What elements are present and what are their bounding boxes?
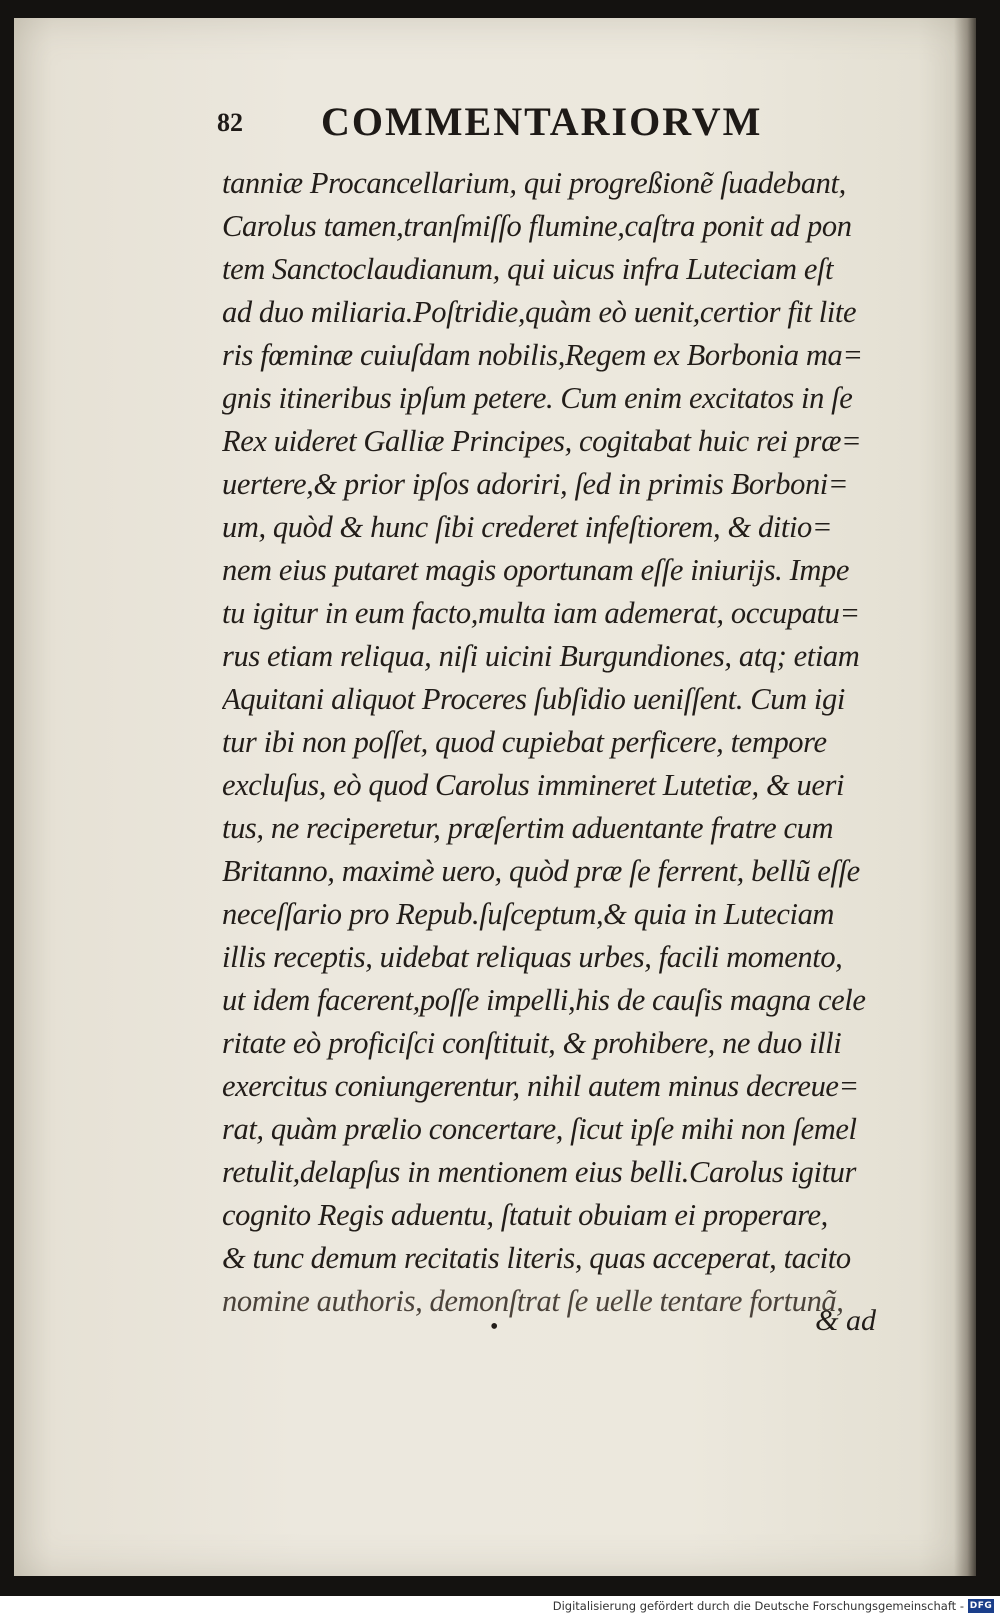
text-line: illis receptis, uidebat reliquas urbes, facili momento, (222, 940, 843, 974)
text-line: ris fœminæ cuiuſdam nobilis,Regem ex Borbonia ma= (222, 338, 863, 372)
catchword-row (222, 1296, 908, 1346)
text-line: Britanno, maximè uero, quòd præ ſe ferrent, bellũ eſſe (222, 854, 860, 888)
text-line: Rex uideret Galliæ Principes, cogitabat huic rei præ= (222, 424, 862, 458)
text-line: Aquitani aliquot Proceres ſubſidio ueniſſent. Cum igi (222, 682, 845, 716)
text-line: nem eius putaret magis oportunam eſſe iniurijs. Impe (222, 553, 849, 587)
text-line: cognito Regis aduentu, ſtatuit obuiam ei properare, (222, 1198, 828, 1232)
text-line: tanniæ Procancellarium, qui progreßionẽ ſuadebant, (222, 166, 846, 200)
text-line: neceſſario pro Repub.ſuſceptum,& quia in Luteciam (222, 897, 835, 931)
text-line: tur ibi non poſſet, quod cupiebat perficere, tempore (222, 725, 827, 759)
dfg-logo-icon: DFG (969, 1601, 993, 1611)
text-line: tu igitur in eum facto,multa iam ademerat, occupatu= (222, 596, 860, 630)
text-line: uertere,& prior ipſos adoriri, ſed in primis Borboni= (222, 467, 849, 501)
page-header (205, 84, 895, 144)
signature-mark: • (490, 1314, 499, 1340)
text-line: ad duo miliaria.Poſtridie,quàm eò uenit,certior fit lite (222, 295, 857, 329)
text-line: rat, quàm prælio concertare, ſicut ipſe mihi non ſemel (222, 1112, 857, 1146)
running-title: COMMENTARIORVM (321, 99, 763, 144)
text-block (222, 162, 908, 1323)
page-gutter-shadow (954, 18, 976, 1576)
text-line: ritate eò proficiſci conſtituit, & prohibere, ne duo illi (222, 1026, 842, 1060)
text-line: tus, ne reciperetur, præſertim aduentante fratre cum (222, 811, 834, 845)
catchword: & ad (815, 1304, 876, 1337)
text-line: gnis itineribus ipſum petere. Cum enim excitatos in ſe (222, 381, 853, 415)
text-line: & tunc demum recitatis literis, quas acceperat, tacito (222, 1241, 851, 1275)
text-line: um, quòd & hunc ſibi crederet infeſtiorem, & ditio= (222, 510, 833, 544)
text-line: Carolus tamen,tranſmiſſo flumine,caſtra ponit ad pon (222, 209, 852, 243)
footer-credit: Digitalisierung gefördert durch die Deutsche Forschungsgemeinschaft - (552, 1599, 964, 1613)
text-line: nomine authoris, demonſtrat ſe uelle tentare fortunã, (222, 1284, 844, 1318)
text-line: rus etiam reliqua, niſi uicini Burgundiones, atq; etiam (222, 639, 860, 673)
text-line: tem Sanctoclaudianum, qui uicus infra Luteciam eſt (222, 252, 834, 286)
text-line: retulit,delapſus in mentionem eius belli.Carolus igitur (222, 1155, 857, 1189)
digitization-footer (553, 1597, 994, 1615)
text-line: excluſus, eò quod Carolus immineret Lutetiæ, & ueri (222, 768, 845, 802)
text-line: exercitus coniungerentur, nihil autem minus decreue= (222, 1069, 859, 1103)
folio-number: 82 (217, 108, 243, 137)
text-line: ut idem facerent,poſſe impelli,his de cauſis magna cele (222, 983, 866, 1017)
